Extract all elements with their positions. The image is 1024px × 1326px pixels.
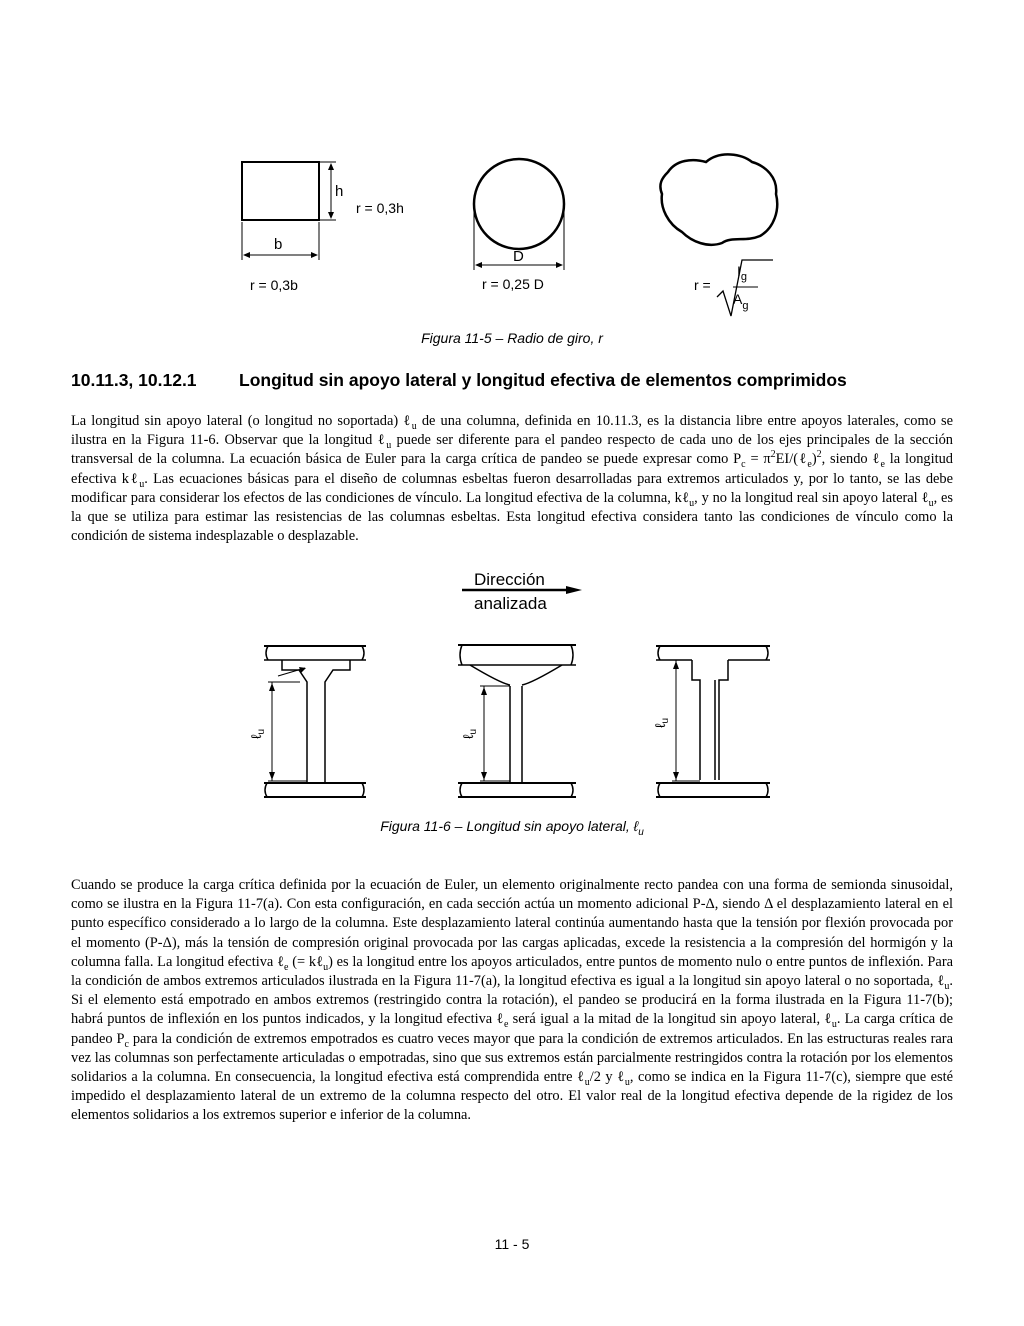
paragraph-2 [71,876,953,1126]
section-number: 10.11.3, 10.12.1 [71,370,197,390]
text-run: u [624,1076,630,1088]
figure-11-6-caption: Figura 11-6 – Longitud sin apoyo lateral, ℓ$_u$ [380,818,644,838]
irregular-section [660,154,777,244]
text-run: . La carga crítica de pandeo P [71,1011,954,1047]
text-run: e [807,459,812,471]
text-run: EI/(ℓ [775,451,808,468]
text-run: Cuando se produce la carga crítica definida por la ecuación de Euler, un elemento originalmente recto pandea con una forma de semionda sinusoidal, como se ilustra en la Figura 11-7(a). Con esta configuración, en cada sección actúa un momento adicional P-Δ, siendo Δ el desplazamiento lateral en el punto específico considerado a lo largo de la columna. Este desplazamiento lateral continúa aumentando hasta que la tensión por flexión provocada por el momento (P-Δ), más la tensión de compresión original provocada por las cargas aplicadas, excede la resistencia a la compresión del hormigón y la columna falla. La longitud efectiva ℓ [71,877,953,970]
column-drop-beam [656,646,770,797]
text-run: e [284,961,289,973]
text-run: La longitud sin apoyo lateral (o longitud no soportada) ℓ [71,413,412,429]
text-run: /2 y ℓ [589,1069,625,1086]
figure-11-5-caption: Figura 11-5 – Radio de giro, r [421,330,603,346]
lu-label-1: ℓ$_u$ [248,728,267,739]
circle-section [474,159,564,249]
text-run: (= kℓ [288,953,324,970]
text-run: e [880,459,885,471]
ig-label: $I_g$ [737,263,748,283]
text-run: c [741,459,746,471]
text-run: = π [745,451,771,468]
text-run: u [139,478,145,490]
text-run: ) es la longitud entre los apoyos articulados, entre puntos de momento nulo o entre puntos de inflexión. Para la condición de ambos extremos articulados ilustrada en la Figura 11-7(a), la longitud efectiva es igual a la longitud sin apoyo lateral o no soportada, ℓ [71,953,954,990]
direction-label-line1: Dirección [474,570,545,589]
text-run: . Las ecuaciones básicas para el diseño de columnas esbeltas fueron desarrolladas para extremos articulados y, por lo tanto, se las debe modificar para considerar los efectos de las condiciones de vínculo. La longitud efectiva de la columna, kℓ [71,470,953,506]
text-run: u [831,1019,837,1031]
text-run: puede ser diferente para el pandeo respecto de cada uno de los ejes principales de la sección transversal de la columna. La ecuación básica de Euler para la carga crítica de pandeo se puede expresar como P [71,432,953,468]
text-run: . Si el elemento está empotrado en ambos extremos (restringido contra la rotación), el pandeo se producirá en la forma ilustrada en la Figura 11-7(b); habrá puntos de inflexión en los puntos indicados, y la longitud efectiva ℓ [71,973,953,1028]
rect-section [242,162,319,220]
ag-sub: g [742,300,749,312]
figure-11-5 [0,0,1024,330]
r-irregular-prefix: r = [694,277,711,293]
h-label: h [335,183,344,200]
text-run: de una columna, definida en 10.11.3, es la distancia libre entre apoyos laterales, como se ilustra en la Figura 11-6. Observar que la longitud ℓ [71,413,954,449]
r-b-label: r = 0,3b [250,277,298,293]
column-deep-slab [458,645,576,797]
d-label: D [513,248,524,265]
text-run: la longitud efectiva kℓ [71,451,953,487]
text-run: , y no la longitud real sin apoyo lateral ℓ [694,489,929,506]
text-run: 2 [770,449,776,461]
lu-label-3: ℓ$_u$ [652,717,671,728]
text-run: c [124,1038,129,1050]
r-circle-label: r = 0,25 D [482,276,544,292]
text-run: u [323,961,329,973]
ig-sub: g [740,271,748,283]
text-run: u [928,497,934,509]
direction-label-line2: analizada [474,594,547,613]
text-run: , siendo ℓ [821,451,881,468]
section-heading [71,370,961,391]
text-run: será igual a la mitad de la longitud sin apoyo lateral, ℓ [508,1011,832,1028]
text-run: u [944,980,950,992]
b-label: b [274,236,283,253]
ag-label: $A_g$ [733,291,749,312]
section-title: Longitud sin apoyo lateral y longitud efectiva de elementos comprimidos [239,370,847,390]
text-run: u [689,497,695,509]
text-run: u [386,440,392,452]
lu-label-2: ℓ$_u$ [460,728,479,739]
text-run: 2 [816,449,822,461]
text-run: para la condición de extremos empotrados es cuatro veces mayor que para la condición de extremos articulados. En las estructuras reales rara vez las columnas son perfectamente articuladas o empotradas, sino que sus extremos están parcialmente restringidos contra la rotación por los elementos solidarios a la columna. En consecuencia, la longitud efectiva está comprendida entre ℓ [71,1030,953,1086]
text-run: u [411,420,417,432]
text-run: , como se indica en la Figura 11-7(c), siempre que esté impedido el desplazamiento lateral de un extremo de la columna respecto del otro. El valor real de la longitud efectiva depende de la rigidez de los elementos solidarios a los extremos superior e inferior de la columna. [71,1069,953,1124]
text-run: e [503,1019,509,1031]
text-run: , es la que se utiliza para estimar las resistencias de las columnas esbeltas. Esta longitud efectiva considera tanto las condiciones de vínculo como la condición de sistema indesplazable o desplazable. [71,489,954,545]
text-run: u [584,1076,590,1088]
text-run: ) [811,451,817,468]
column-flared-capital [264,646,366,797]
paragraph-1 [71,412,953,546]
figure-11-6 [0,560,1024,810]
page-number: 11 - 5 [494,1236,530,1252]
r-h-label: r = 0,3h [356,200,404,216]
